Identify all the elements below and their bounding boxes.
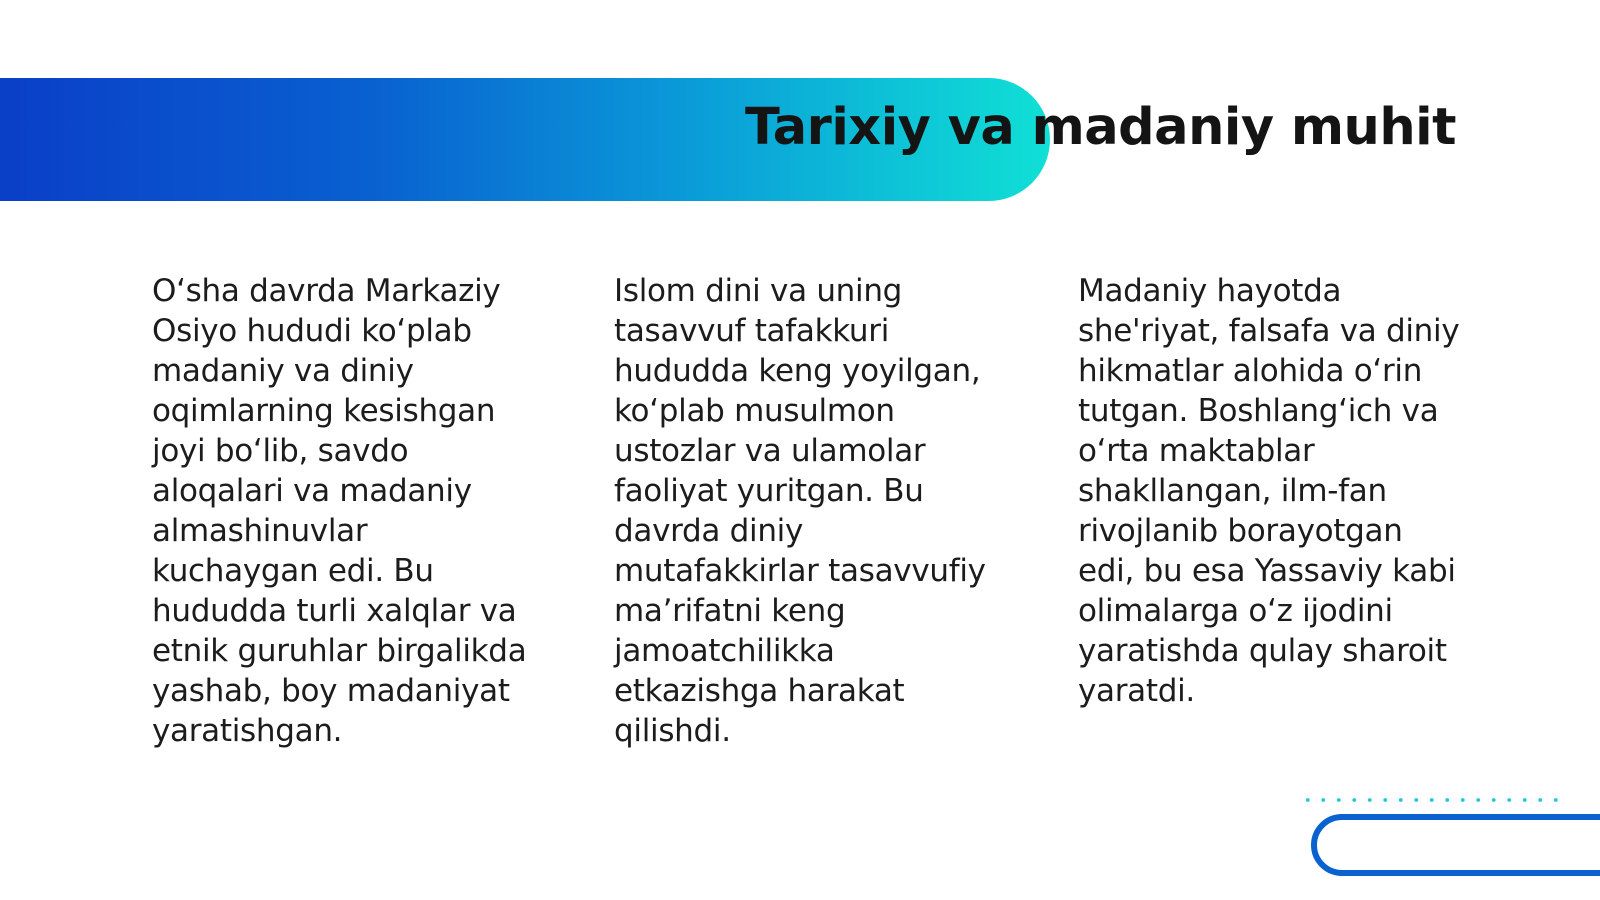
slide-title: Tarixiy va madaniy muhit	[745, 98, 1456, 157]
text-column-2: Islom dini va uning tasavvuf tafakkuri hududda keng yoyilgan, ko‘plab musulmon ustozlar va ulamolar faoliyat yuritgan. Bu davrda diniy mutafakkirlar tasavvufiy ma’rifatni keng jamoatchilikka etkazishga harakat qilishdi.	[614, 273, 986, 749]
text-column-1: O‘sha davrda Markaziy Osiyo hududi ko‘plab madaniy va diniy oqimlarning kesishgan joyi bo‘lib, savdo aloqalari va madaniy almashinuvlar kuchaygan edi. Bu hududda turli xalqlar va etnik guruhlar birgalikda yashab, boy madaniyat yaratishgan.	[152, 273, 527, 749]
text-column-3: Madaniy hayotda she'riyat, falsafa va diniy hikmatlar alohida o‘rin tutgan. Boshlang‘ich va o‘rta maktablar shakllangan, ilm-fan rivojlanib borayotgan edi, bu esa Yassaviy kabi olimalarga o‘z ijodini yaratishda qulay sharoit yaratdi.	[1078, 273, 1460, 709]
decorative-pill-outline	[1311, 814, 1600, 876]
decorative-dot-row	[1300, 797, 1562, 803]
